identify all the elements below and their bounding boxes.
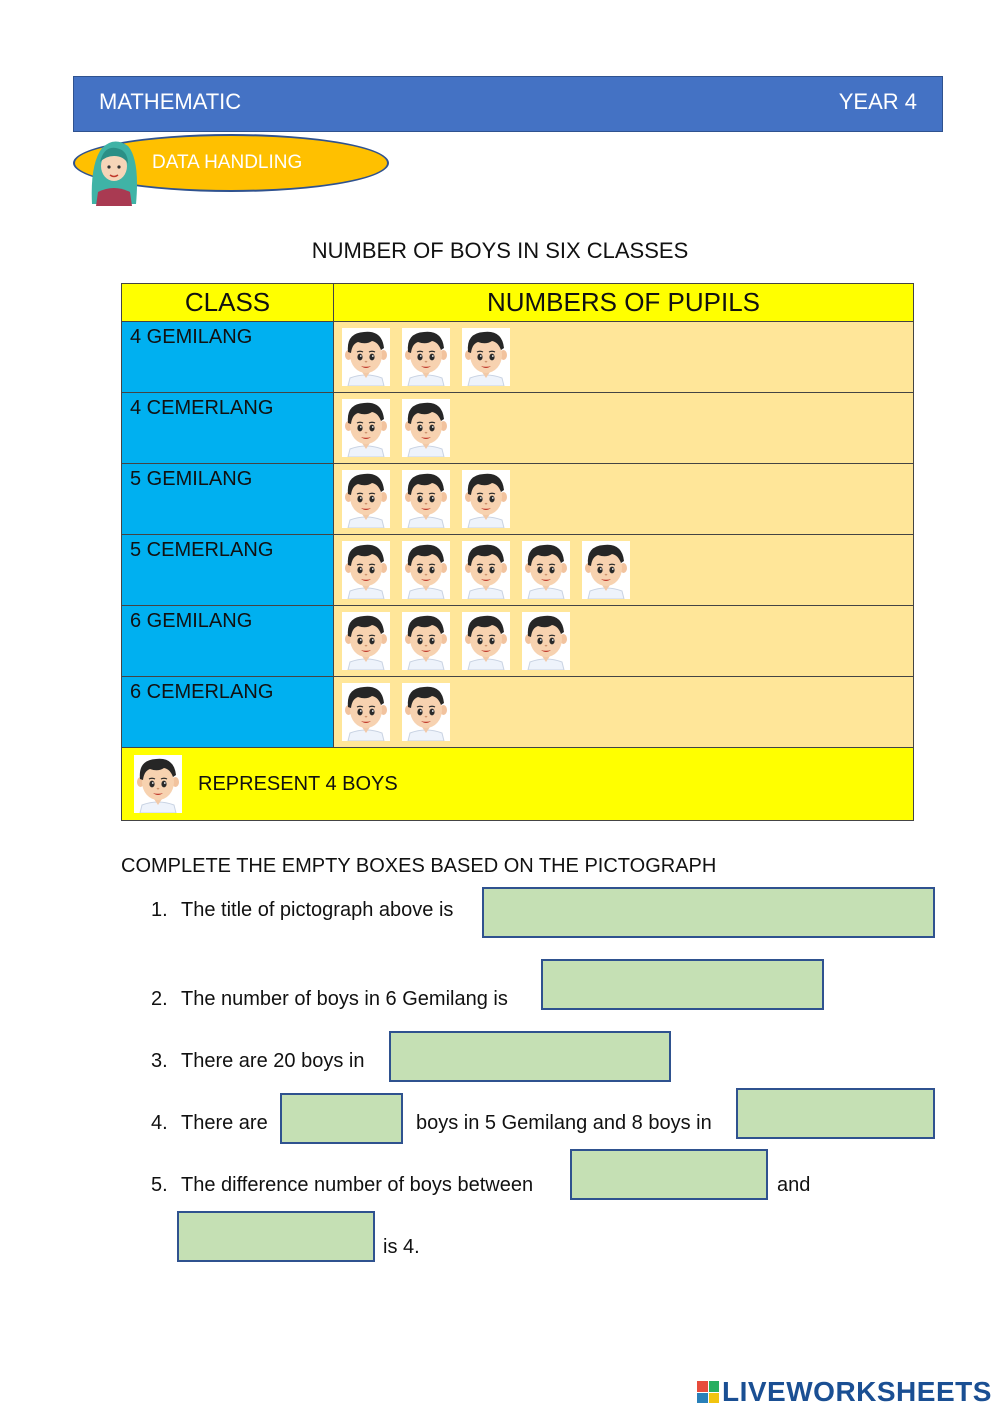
boy-face-icon [402,328,450,386]
class-label: 5 CEMERLANG [122,535,334,606]
boy-face-icon [342,683,390,741]
question-4-middle-text: boys in 5 Gemilang and 8 boys in [416,1112,712,1134]
answer-box-q1[interactable] [482,887,935,938]
question-4 [151,1112,268,1135]
answer-box-q3[interactable] [389,1031,671,1082]
boy-face-icon [402,541,450,599]
question-number: 5. [151,1174,168,1196]
answer-box-q4a[interactable] [280,1093,403,1144]
boy-face-icon [462,541,510,599]
icon-row [334,677,913,741]
boy-face-icon [462,612,510,670]
boy-face-icon [342,328,390,386]
boy-face-icon [342,470,390,528]
boy-face-icon [402,683,450,741]
question-text: There are [181,1112,268,1134]
boy-face-icon [462,470,510,528]
header-pupils: NUMBERS OF PUPILS [334,284,914,322]
icon-cell [334,535,914,606]
header-bar [73,76,943,132]
icon-cell [334,464,914,535]
boy-face-icon [342,612,390,670]
boy-face-icon [342,541,390,599]
class-label: 4 CEMERLANG [122,393,334,464]
table-row [122,464,914,535]
key-row [122,748,914,821]
answer-box-q5a[interactable] [570,1149,768,1200]
answer-box-q5b[interactable] [177,1211,375,1262]
answer-box-q2[interactable] [541,959,824,1010]
icon-cell [334,322,914,393]
question-text: The difference number of boys between [181,1174,534,1196]
question-5-end-text: is 4. [383,1236,420,1258]
subject-label: MATHEMATIC [99,89,242,114]
icon-cell [334,677,914,748]
boy-face-icon [582,541,630,599]
class-label: 5 GEMILANG [122,464,334,535]
instruction-text: COMPLETE THE EMPTY BOXES BASED ON THE PICTOGRAPH [121,855,717,877]
boy-face-icon [342,399,390,457]
table-header-row [122,284,914,322]
icon-row [334,393,913,457]
topic-label: DATA HANDLING [152,152,303,173]
boy-face-icon [402,399,450,457]
boy-face-icon [134,755,182,813]
class-label: 4 GEMILANG [122,322,334,393]
icon-cell [334,606,914,677]
question-5 [151,1174,533,1197]
brand-mark-icon [697,1381,719,1403]
key-cell [122,748,914,821]
table-row [122,393,914,464]
icon-cell [334,393,914,464]
icon-row [334,606,913,670]
question-number: 1. [151,899,168,921]
table-row [122,322,914,393]
question-3 [151,1050,364,1073]
question-2 [151,988,508,1011]
table-row [122,677,914,748]
pictograph-table [121,283,914,821]
icon-row [334,535,913,599]
icon-row [334,464,913,528]
boy-face-icon [522,541,570,599]
key-label: REPRESENT 4 BOYS [198,772,398,795]
icon-row [334,322,913,386]
brand-logo [697,1376,992,1408]
boy-face-icon [402,612,450,670]
table-row [122,535,914,606]
table-row [122,606,914,677]
header-class: CLASS [122,284,334,322]
class-label: 6 CEMERLANG [122,677,334,748]
question-number: 3. [151,1050,168,1072]
teacher-illustration [84,134,144,206]
year-label: YEAR 4 [838,89,917,114]
answer-box-q4b[interactable] [736,1088,935,1139]
question-1 [151,899,453,922]
question-5-and-text: and [777,1174,811,1196]
question-text: The number of boys in 6 Gemilang is [181,988,508,1010]
pictograph-title: NUMBER OF BOYS IN SIX CLASSES [311,238,689,263]
boy-face-icon [462,328,510,386]
question-text: There are 20 boys in [181,1050,365,1072]
class-label: 6 GEMILANG [122,606,334,677]
boy-face-icon [522,612,570,670]
boy-face-icon [402,470,450,528]
question-number: 4. [151,1112,168,1134]
brand-name: LIVEWORKSHEETS [722,1376,992,1407]
question-text: The title of pictograph above is [181,899,454,921]
question-number: 2. [151,988,168,1010]
